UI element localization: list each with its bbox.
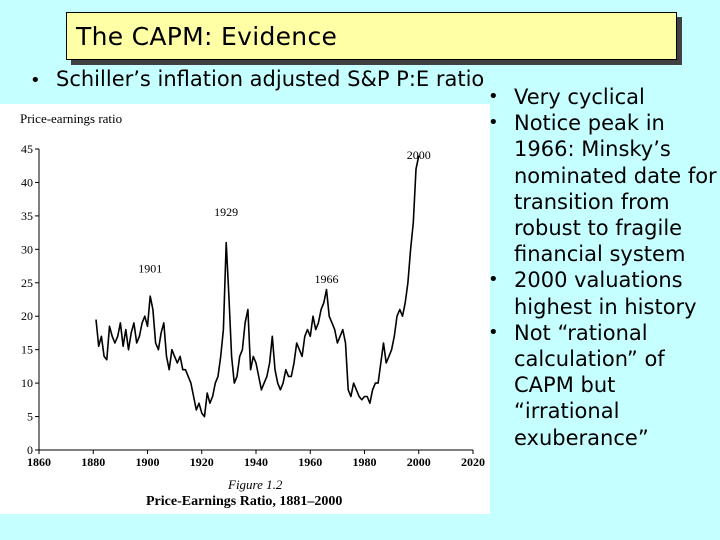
main-bullet: Schiller’s inflation adjusted S&P P:E ratio: [56, 67, 485, 91]
pe-ratio-chart: [0, 104, 490, 514]
y-tick-label: 30: [21, 242, 33, 257]
bullet-marker: •: [488, 86, 499, 107]
x-tick-label: 2000: [406, 455, 431, 469]
y-tick-label: 25: [21, 275, 33, 290]
y-tick-label: 40: [21, 175, 33, 190]
y-tick-label: 0: [27, 443, 33, 457]
title-box: [66, 12, 677, 60]
right-bullet-text: Not “rational calculation” of CAPM but “irrational exuberance”: [514, 320, 665, 450]
chart-annotation: 1929: [214, 204, 239, 219]
bullet-marker: •: [30, 70, 41, 91]
right-bullet: [490, 84, 720, 110]
chart-panel: [0, 104, 490, 514]
chart-annotation: 2000: [406, 148, 431, 163]
y-tick-label: 45: [21, 142, 33, 156]
right-bullet: [490, 110, 720, 267]
x-tick-label: 1860: [27, 455, 51, 469]
right-bullet-list: [490, 84, 720, 451]
y-tick-label: 35: [21, 208, 33, 223]
bullet-marker: •: [488, 321, 499, 343]
chart-annotation: 1901: [138, 261, 163, 276]
x-tick-label: 1920: [189, 455, 214, 469]
right-bullet-text: 2000 valuations highest in history: [514, 268, 697, 319]
right-bullet-text: Very cyclical: [514, 85, 645, 109]
bullet-marker: •: [488, 269, 499, 291]
x-tick-label: 1960: [298, 455, 323, 469]
right-bullet: [490, 267, 720, 319]
y-axis-label: Price-earnings ratio: [20, 111, 123, 126]
slide-title: The CAPM: Evidence: [76, 22, 338, 51]
series-line: [96, 156, 419, 417]
bullet-marker: •: [488, 112, 499, 134]
x-tick-label: 1980: [352, 455, 377, 469]
y-tick-label: 5: [27, 409, 33, 424]
y-tick-label: 15: [21, 342, 33, 357]
x-tick-label: 2020: [461, 455, 485, 469]
chart-annotation: 1966: [314, 271, 339, 286]
x-tick-label: 1900: [135, 455, 160, 469]
right-bullet: [490, 320, 720, 451]
x-tick-label: 1880: [81, 455, 106, 469]
chart-title: Price-Earnings Ratio, 1881–2000: [146, 494, 343, 509]
figure-label: Figure 1.2: [228, 477, 283, 492]
y-tick-label: 20: [21, 309, 33, 324]
x-tick-label: 1940: [244, 455, 268, 469]
right-bullet-text: Notice peak in 1966: Minsky’s nominated date for transition from robust to fragile financial system: [514, 111, 717, 267]
y-tick-label: 10: [21, 376, 33, 391]
